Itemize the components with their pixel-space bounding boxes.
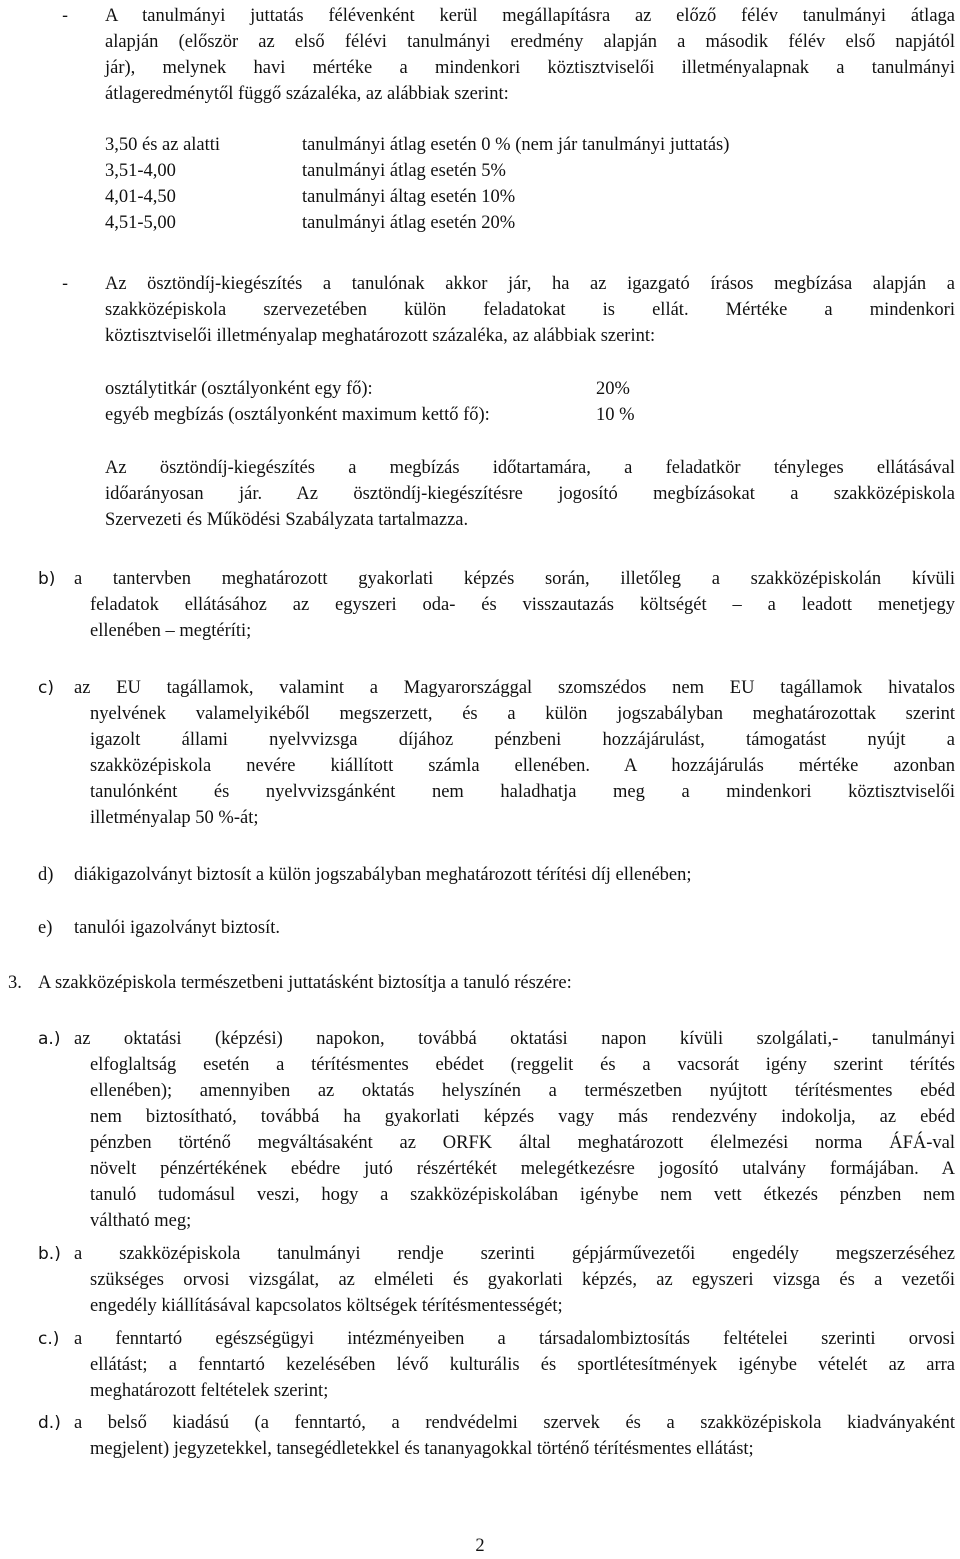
intro-line-1: A tanulmányi juttatás félévenként kerül megállapításra az előző félév tanulmányi átlaga: [105, 6, 955, 26]
item-c-line-2: nyelvének valamelyikéből megszerzett, és a külön jogszabályban meghatározottak szerint: [90, 704, 955, 724]
s3-item-d-marker: d.): [38, 1413, 61, 1433]
item-c-line-5: tanulónként és nyelvvizsgánként nem haladhatja meg a mindenkori köztisztviselői: [90, 782, 955, 802]
item-c-line-6: illetményalap 50 %-át;: [90, 808, 259, 828]
grade-range-1: 3,50 és az alatti: [105, 135, 221, 155]
rate-label-2: egyéb megbízás (osztályonként maximum kettő fő):: [105, 405, 490, 425]
s3-item-d-line-1: a belső kiadású (a fenntartó, a rendvédelmi szervek és a szakközépiskola kiadványaként: [74, 1413, 955, 1433]
s3-item-a-line-4: nem biztosítható, továbbá ha gyakorlati képzés vagy más rendezvény indokolja, az ebéd: [90, 1107, 955, 1127]
item-c-line-1: az EU tagállamok, valamint a Magyarországgal szomszédos nem EU tagállamok hivatalos: [74, 678, 955, 698]
s3-item-c-line-2: ellátást; a fenntartó kezelésében lévő kulturális és sportlétesítmények igénybe vételét az arra: [90, 1355, 955, 1375]
item-b-line-3: ellenében – megtéríti;: [90, 621, 252, 641]
page-number: 2: [475, 1536, 485, 1556]
intro-line-3: jár), melynek havi mértéke a mindenkori köztisztviselői illetményalapnak a tanulmányi: [105, 58, 955, 78]
item-e-marker: e): [38, 918, 53, 938]
grade-desc-4: tanulmányi átlag esetén 20%: [302, 213, 516, 233]
grade-desc-1: tanulmányi átlag esetén 0 % (nem jár tanulmányi juttatás): [302, 135, 730, 155]
note-line-1: Az ösztöndíj-kiegészítés a megbízás időtartamára, a feladatkör tényleges ellátásával: [105, 458, 955, 478]
item-b-marker: b): [38, 569, 56, 589]
grade-range-3: 4,01-4,50: [105, 187, 176, 207]
intro-dash: -: [62, 6, 69, 26]
item-d-marker: d): [38, 865, 54, 885]
s3-item-c-line-3: meghatározott feltételek szerint;: [90, 1381, 329, 1401]
item-c-marker: c): [38, 678, 54, 698]
section-3-title: A szakközépiskola természetbeni juttatásként biztosítja a tanuló részére:: [38, 973, 572, 993]
s3-item-b-line-1: a szakközépiskola tanulmányi rendje szerinti gépjárművezetői engedély megszerzéséhez: [74, 1244, 955, 1264]
grade-range-4: 4,51-5,00: [105, 213, 176, 233]
s3-item-a-line-6: növelt pénzértékének ebédre jutó részértékét melegétkezésre jogosító utalvány formájában. A: [90, 1159, 955, 1179]
s3-item-a-line-5: pénzben történő megváltásaként az ORFK által meghatározott élelmezési norma ÁFÁ-val: [90, 1133, 955, 1153]
rate-value-2: 10 %: [596, 405, 635, 425]
supplement-line-1: Az ösztöndíj-kiegészítés a tanulónak akkor jár, ha az igazgató írásos megbízása alapján a: [105, 274, 955, 294]
s3-item-a-marker: a.): [38, 1029, 61, 1049]
item-b-line-2: feladatok ellátásához az egyszeri oda- és visszautazás költségét – a leadott menetjegy: [90, 595, 955, 615]
s3-item-b-line-3: engedély kiállításával kapcsolatos költségek térítésmentességét;: [90, 1296, 563, 1316]
item-c-line-3: igazolt állami nyelvvizsga díjához pénzbeni hozzájárulást, támogatást nyújt a: [90, 730, 955, 750]
intro-line-2: alapján (először az első félévi tanulmányi eredmény alapján a második félév első napjától: [105, 32, 955, 52]
s3-item-a-line-7: tanuló tudomásul veszi, hogy a szakközépiskolában igénybe nem vett étkezés pénzben nem: [90, 1185, 955, 1205]
item-b-line-1: a tantervben meghatározott gyakorlati képzés során, illetőleg a szakközépiskolán kívüli: [74, 569, 955, 589]
s3-item-b-marker: b.): [38, 1244, 61, 1264]
item-c-line-4: szakközépiskola nevére kiállított számla ellenében. A hozzájárulás mértéke azonban: [90, 756, 955, 776]
note-line-3: Szervezeti és Működési Szabályzata tartalmazza.: [105, 510, 469, 530]
rate-label-1: osztálytitkár (osztályonként egy fő):: [105, 379, 373, 399]
grade-desc-2: tanulmányi átlag esetén 5%: [302, 161, 506, 181]
s3-item-d-line-2: megjelent) jegyzetekkel, tansegédletekkel és tananyagokkal történő térítésmentes ellátást;: [90, 1439, 754, 1459]
item-e-line-1: tanulói igazolványt biztosít.: [74, 918, 281, 938]
item-d-line-1: diákigazolványt biztosít a külön jogszabályban meghatározott térítési díj ellenében;: [74, 865, 692, 885]
note-line-2: időarányosan jár. Az ösztöndíj-kiegészítésre jogosító megbízásokat a szakközépiskola: [105, 484, 955, 504]
s3-item-c-line-1: a fenntartó egészségügyi intézményeiben a társadalombiztosítás feltételei szerinti orvosi: [74, 1329, 955, 1349]
intro-line-4: átlageredménytől függő százaléka, az alábbiak szerint:: [105, 84, 509, 104]
s3-item-a-line-3: ellenében); amennyiben az oktatás helyszínén a természetben nyújtott térítésmentes ebéd: [90, 1081, 955, 1101]
grade-desc-3: tanulmányi áltag esetén 10%: [302, 187, 516, 207]
s3-item-a-line-1: az oktatási (képzési) napokon, továbbá oktatási napon kívüli szolgálati,- tanulmányi: [74, 1029, 955, 1049]
supplement-dash: -: [62, 274, 69, 294]
grade-range-2: 3,51-4,00: [105, 161, 176, 181]
section-3-number: 3.: [8, 973, 22, 993]
supplement-line-3: köztisztviselői illetményalap meghatározott százaléka, az alábbiak szerint:: [105, 326, 656, 346]
s3-item-b-line-2: szükséges orvosi vizsgálat, az elméleti és gyakorlati képzés, az egyszeri vizsga és a vezetői: [90, 1270, 955, 1290]
s3-item-c-marker: c.): [38, 1329, 60, 1349]
supplement-line-2: szakközépiskola szervezetében külön feladatokat is ellát. Mértéke a mindenkori: [105, 300, 955, 320]
s3-item-a-line-2: elfoglaltság esetén a térítésmentes ebédet (reggelit és a vacsorát igény szerint térítés: [90, 1055, 955, 1075]
s3-item-a-line-8: váltható meg;: [90, 1211, 192, 1231]
rate-value-1: 20%: [596, 379, 630, 399]
